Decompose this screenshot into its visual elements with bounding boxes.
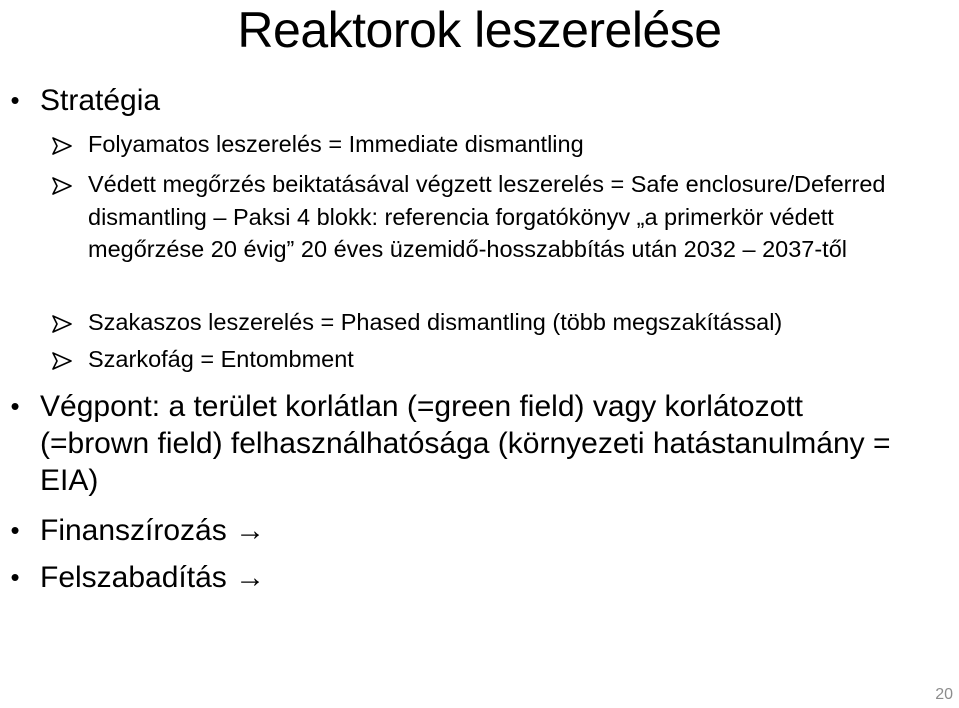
bullet-dot-icon: •: [10, 562, 20, 592]
arrowhead-icon: [52, 168, 78, 195]
page-number: 20: [935, 686, 953, 703]
bullet-financing: [0, 512, 959, 549]
bullet-strategy: [0, 82, 959, 119]
arrowhead-icon: [52, 128, 78, 155]
arrowhead-icon: [52, 306, 78, 333]
slide-title: Reaktorok leszerelése: [237, 2, 722, 58]
sub-bullet-entombment-text: Szarkofág = Entombment: [88, 346, 354, 372]
bullet-dot-icon: •: [10, 391, 20, 421]
bullet-endpoint: [0, 388, 959, 503]
bullet-release: [0, 559, 959, 596]
sub-bullet-immediate-text: Folyamatos leszerelés = Immediate dismantling: [88, 131, 584, 157]
bullet-financing-text: Finanszírozás →: [40, 514, 266, 547]
bullet-endpoint-text: Végpont: a terület korlátlan (=green field) vagy korlátozott (=brown field) felhasználhatósága (környezeti hatástanulmány = EIA): [40, 390, 891, 497]
bullet-dot-icon: •: [10, 85, 20, 115]
sub-bullet-immediate: [52, 128, 952, 161]
sub-bullet-phased: [52, 306, 952, 339]
sub-bullet-phased-text: Szakaszos leszerelés = Phased dismantling (több megszakítással): [88, 309, 783, 335]
arrowhead-icon: [52, 343, 78, 370]
sub-bullet-deferred-text: Védett megőrzés beiktatásával végzett leszerelés = Safe enclosure/Deferred dismantling – Paksi 4 blokk: referencia forgatókönyv „a primerkör védett megőrzése 20 évig” 20 éves üzemidő-hosszabbítás után 2032 – 2037-től: [88, 171, 886, 262]
sub-bullet-deferred: [52, 168, 952, 300]
sub-bullet-entombment: [52, 343, 952, 376]
bullet-strategy-text: Stratégia: [40, 84, 161, 117]
bullet-dot-icon: •: [10, 515, 20, 545]
bullet-release-text: Felszabadítás →: [40, 561, 266, 594]
